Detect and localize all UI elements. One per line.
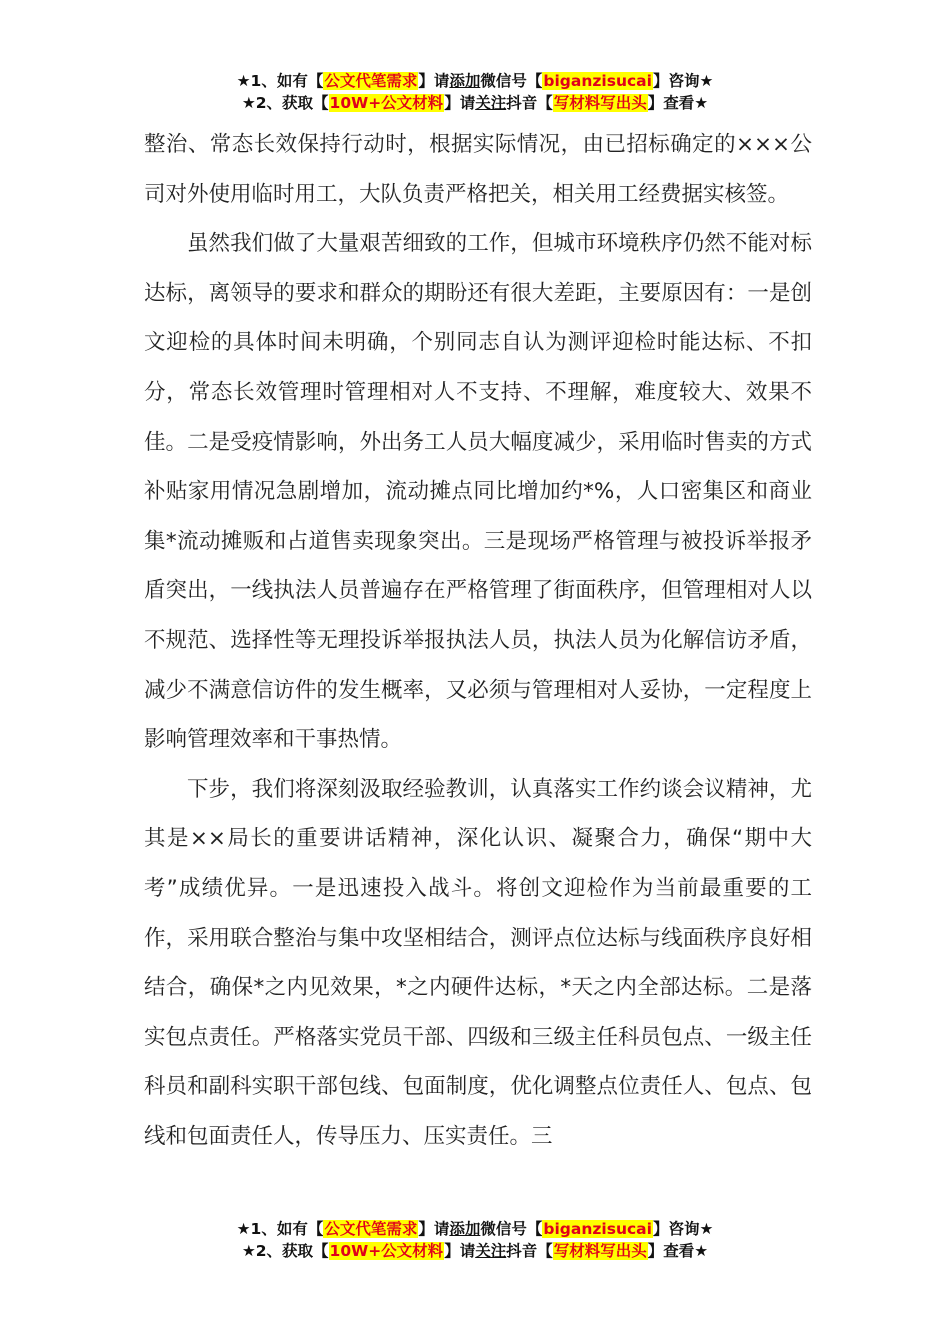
banner-text: 抖音【 [506, 94, 553, 112]
header-banner [0, 70, 950, 114]
paragraph: 整治、常态长效保持行动时，根据实际情况，由已招标确定的×××公司对外使用临时用工，大队负责严格把关，相关用工经费据实核签。 [144, 132, 812, 207]
banner-text: 微信号【 [480, 72, 543, 90]
banner-text: 】查看★ [647, 1242, 709, 1260]
banner-line-2 [0, 92, 950, 114]
banner-emphasis: 关注 [475, 94, 507, 112]
banner-emphasis: 添加 [449, 72, 481, 90]
banner-line-1 [0, 70, 950, 92]
banner-text: ★2、获取【 [241, 1242, 329, 1260]
banner-text: ★2、获取【 [241, 94, 329, 112]
banner-highlight: 10W+公文材料 [329, 1242, 444, 1260]
banner-highlight: biganzisucai [543, 72, 652, 90]
banner-emphasis: 添加 [449, 1220, 481, 1238]
banner-text: 】咨询★ [652, 72, 714, 90]
banner-text: 抖音【 [506, 1242, 553, 1260]
banner-highlight: 公文代笔需求 [324, 72, 418, 90]
banner-highlight: 公文代笔需求 [324, 1220, 418, 1238]
banner-emphasis: 关注 [475, 1242, 507, 1260]
banner-line-1 [0, 1218, 950, 1240]
banner-highlight: biganzisucai [543, 1220, 652, 1238]
banner-text: 】请 [444, 94, 476, 112]
banner-text: 】请 [444, 1242, 476, 1260]
document-body [144, 120, 812, 1161]
banner-text: ★1、如有【 [236, 72, 324, 90]
banner-text: 】咨询★ [652, 1220, 714, 1238]
banner-text: ★1、如有【 [236, 1220, 324, 1238]
banner-text: 】请 [418, 1220, 450, 1238]
banner-highlight: 10W+公文材料 [329, 94, 444, 112]
banner-line-2 [0, 1240, 950, 1262]
banner-highlight: 写材料写出头 [553, 94, 647, 112]
banner-highlight: 写材料写出头 [553, 1242, 647, 1260]
banner-text: 】请 [418, 72, 450, 90]
footer-banner [0, 1218, 950, 1262]
banner-text: 】查看★ [647, 94, 709, 112]
paragraph: 虽然我们做了大量艰苦细致的工作，但城市环境秩序仍然不能对标达标，离领导的要求和群众的期盼还有很大差距，主要原因有：一是创文迎检的具体时间未明确，个别同志自认为测评迎检时能达标、不扣分，常态长效管理时管理相对人不支持、不理解，难度较大、效果不佳。二是受疫情影响，外出务工人员大幅度减少，采用临时售卖的方式补贴家用情况急剧增加，流动摊点同比增加约*%，人口密集区和商业集*流动摊贩和占道售卖现象突出。三是现场严格管理与被投诉举报矛盾突出，一线执法人员普遍存在严格管理了街面秩序，但管理相对人以不规范、选择性等无理投诉举报执法人员，执法人员为化解信访矛盾，减少不满意信访件的发生概率，又必须与管理相对人妥协，一定程度上影响管理效率和干事热情。 [144, 231, 812, 753]
paragraph: 下步，我们将深刻汲取经验教训，认真落实工作约谈会议精神，尤其是××局长的重要讲话精神，深化认识、凝聚合力，确保“期中大考”成绩优异。一是迅速投入战斗。将创文迎检作为当前最重要的工作，采用联合整治与集中攻坚相结合，测评点位达标与线面秩序良好相结合，确保*之内见效果，*之内硬件达标，*天之内全部达标。二是落实包点责任。严格落实党员干部、四级和三级主任科员包点、一级主任科员和副科实职干部包线、包面制度，优化调整点位责任人、包点、包线和包面责任人，传导压力、压实责任。三 [144, 776, 812, 1149]
banner-text: 微信号【 [480, 1220, 543, 1238]
